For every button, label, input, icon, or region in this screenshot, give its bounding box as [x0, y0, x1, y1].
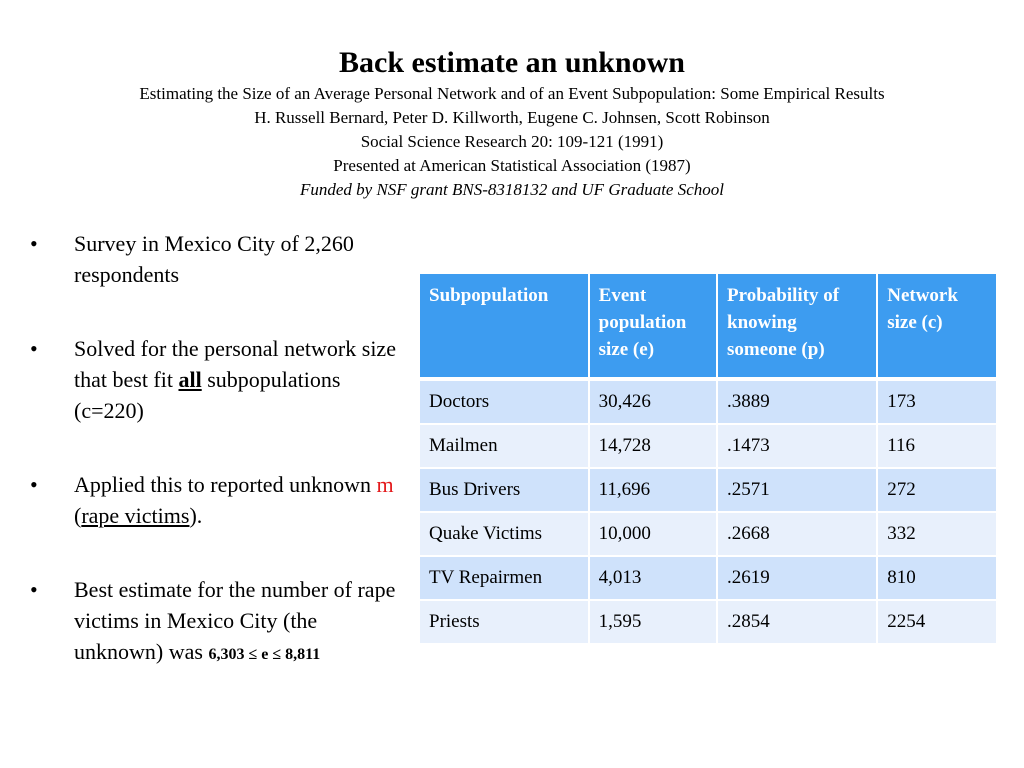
bullet-list	[30, 228, 400, 670]
bullet-applied	[30, 469, 400, 531]
cell-network-size: 2254	[877, 600, 997, 644]
cell-network-size: 810	[877, 556, 997, 600]
unknown-m-symbol: m	[376, 472, 394, 497]
paper-citation: Social Science Research 20: 109-121 (1991)	[360, 132, 664, 151]
paper-title: Estimating the Size of an Average Personal Network and of an Event Subpopulation: Some Empirical Results	[139, 84, 885, 103]
table-row	[419, 556, 997, 600]
subpopulation-table	[418, 272, 998, 645]
paper-funding: Funded by NSF grant BNS-8318132 and UF Graduate School	[299, 180, 724, 199]
header-event-population: Event population size (e)	[589, 273, 717, 379]
bullet-solved-emphasis: all	[178, 367, 202, 392]
cell-subpopulation: Quake Victims	[419, 512, 589, 556]
slide-header	[0, 44, 1024, 202]
bullet-applied-paren-close: ).	[189, 503, 203, 528]
cell-probability: .2854	[717, 600, 877, 644]
cell-network-size: 272	[877, 468, 997, 512]
bullet-solved-text: Solved for the personal network size that best fit	[74, 336, 396, 392]
cell-event-size: 10,000	[589, 512, 717, 556]
bullet-marker: •	[30, 577, 38, 602]
header-network-size: Network size (c)	[877, 273, 997, 379]
cell-network-size: 116	[877, 424, 997, 468]
bullet-marker: •	[30, 231, 38, 256]
bullet-survey	[30, 228, 400, 290]
cell-probability: .2668	[717, 512, 877, 556]
cell-probability: .2571	[717, 468, 877, 512]
cell-subpopulation: TV Repairmen	[419, 556, 589, 600]
cell-network-size: 332	[877, 512, 997, 556]
estimate-range: 6,303 ≤ e ≤ 8,811	[208, 646, 321, 663]
cell-event-size: 1,595	[589, 600, 717, 644]
slide-title: Back estimate an unknown	[339, 46, 685, 79]
paper-authors: H. Russell Bernard, Peter D. Killworth, Eugene C. Johnsen, Scott Robinson	[254, 108, 770, 127]
cell-subpopulation: Priests	[419, 600, 589, 644]
table-row	[419, 600, 997, 644]
cell-network-size: 173	[877, 379, 997, 424]
bullet-solved-text-end: subpopulations (c=220)	[74, 367, 341, 423]
bullet-applied-text: Applied this to reported unknown	[74, 472, 377, 497]
cell-subpopulation: Bus Drivers	[419, 468, 589, 512]
table-header-row	[419, 273, 997, 379]
cell-event-size: 14,728	[589, 424, 717, 468]
bullet-solved	[30, 333, 400, 426]
rape-victims-link[interactable]: rape victims	[81, 503, 190, 528]
table-row	[419, 424, 997, 468]
cell-probability: .1473	[717, 424, 877, 468]
table-row	[419, 468, 997, 512]
bullet-estimate	[30, 574, 400, 670]
bullet-marker: •	[30, 472, 38, 497]
table-row	[419, 379, 997, 424]
cell-probability: .2619	[717, 556, 877, 600]
cell-subpopulation: Mailmen	[419, 424, 589, 468]
cell-event-size: 4,013	[589, 556, 717, 600]
cell-subpopulation: Doctors	[419, 379, 589, 424]
table-row	[419, 512, 997, 556]
bullet-estimate-text: Best estimate for the number of rape victims in Mexico City (the unknown) was	[74, 577, 396, 664]
bullet-survey-text: Survey in Mexico City of 2,260 respondents	[74, 231, 354, 287]
header-probability: Probability of knowing someone (p)	[717, 273, 877, 379]
bullet-applied-paren-open: (	[74, 503, 82, 528]
header-subpopulation: Subpopulation	[419, 273, 589, 379]
cell-event-size: 30,426	[589, 379, 717, 424]
cell-event-size: 11,696	[589, 468, 717, 512]
cell-probability: .3889	[717, 379, 877, 424]
bullet-marker: •	[30, 336, 38, 361]
paper-presented: Presented at American Statistical Association (1987)	[333, 156, 691, 175]
